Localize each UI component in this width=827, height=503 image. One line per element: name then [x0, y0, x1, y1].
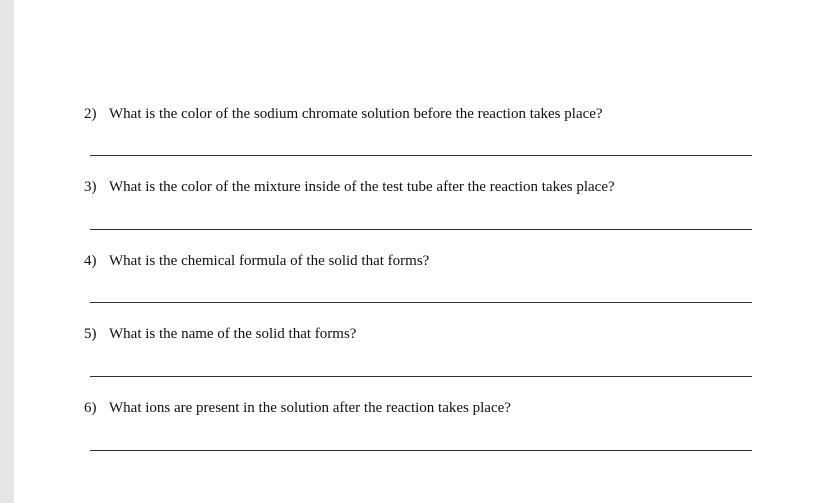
question-text: What is the chemical formula of the solid that forms?	[109, 253, 430, 269]
question-number: 4)	[84, 253, 97, 269]
question-number: 2)	[84, 106, 97, 122]
question-text: What ions are present in the solution after the reaction takes place?	[109, 400, 511, 416]
question-text: What is the color of the mixture inside of the test tube after the reaction takes place?	[109, 179, 615, 195]
answer-line-3[interactable]	[90, 229, 752, 230]
question-text: What is the color of the sodium chromate solution before the reaction takes place?	[109, 106, 603, 122]
left-gutter	[0, 0, 14, 503]
question-4	[84, 252, 429, 270]
question-number: 3)	[84, 179, 97, 195]
question-3	[84, 178, 615, 196]
document-page[interactable]	[14, 0, 827, 503]
question-6	[84, 399, 511, 417]
question-2	[84, 105, 603, 123]
question-number: 6)	[84, 400, 97, 416]
answer-line-2[interactable]	[90, 155, 752, 156]
answer-line-5[interactable]	[90, 376, 752, 377]
question-number: 5)	[84, 326, 97, 342]
answer-line-4[interactable]	[90, 302, 752, 303]
answer-line-6[interactable]	[90, 450, 752, 451]
question-text: What is the name of the solid that forms?	[109, 326, 357, 342]
question-5	[84, 325, 356, 343]
